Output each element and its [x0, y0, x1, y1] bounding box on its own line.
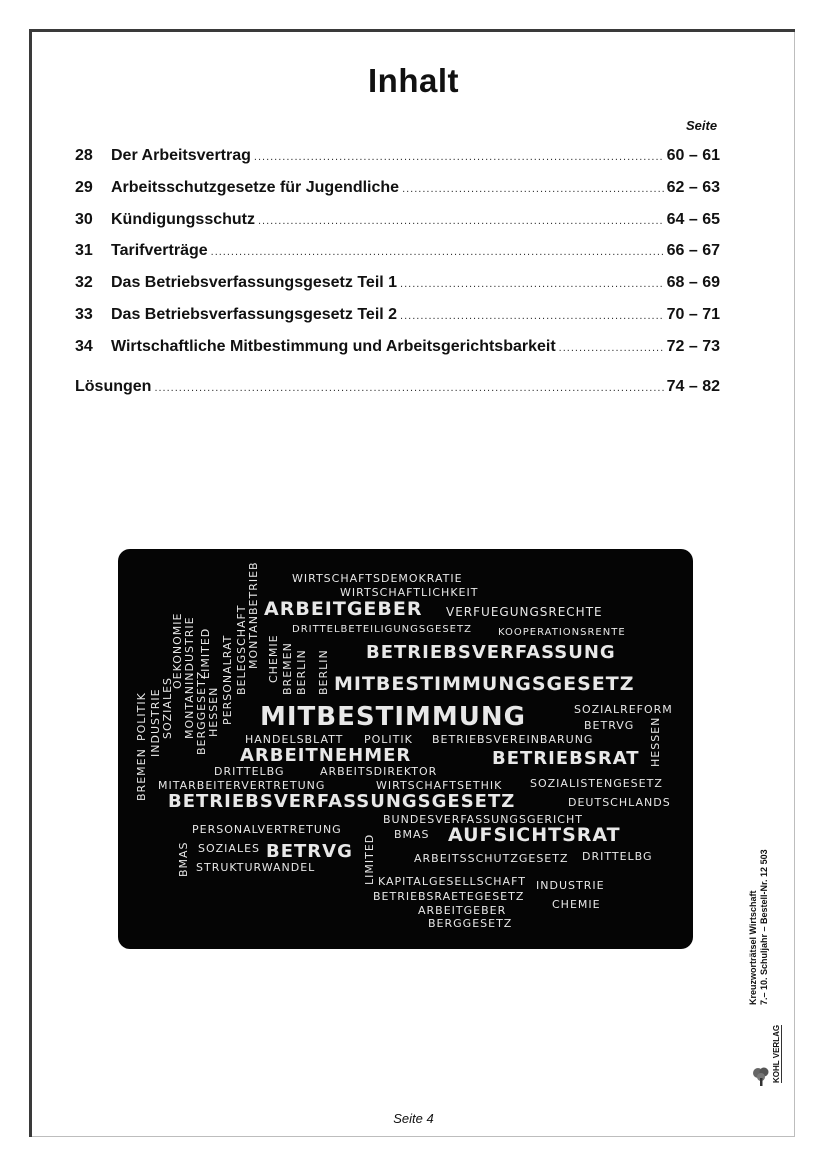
word-cloud-word: ARBEITSDIREKTOR [320, 765, 438, 778]
publisher-name: KOHL VERLAG [772, 1024, 781, 1083]
toc-number: 29 [75, 179, 93, 196]
word-cloud-word: HESSEN [207, 686, 220, 737]
toc-pages: 64 – 65 [666, 211, 720, 228]
word-cloud-word: BETRIEBSVEREINBARUNG [432, 733, 594, 746]
toc-pages: 70 – 71 [666, 306, 720, 323]
toc-title: Der Arbeitsvertrag [111, 147, 251, 164]
word-cloud-word: BERGGESETZ [428, 917, 513, 930]
page-frame-bottom [32, 1136, 795, 1137]
toc-pages: 62 – 63 [666, 179, 720, 196]
word-cloud-word: BERGGESETZ [195, 670, 208, 755]
word-cloud-word: MONTANINDUSTRIE [183, 616, 196, 739]
toc-pages: 68 – 69 [666, 274, 720, 291]
word-cloud-word: DEUTSCHLANDS [568, 796, 671, 809]
toc-number: 31 [75, 242, 93, 259]
product-order-number: 7.– 10. Schuljahr – Bestell-Nr. 12 503 [759, 849, 769, 1005]
word-cloud-word: BERLIN [295, 649, 308, 695]
word-cloud-word: ARBEITSSCHUTZGESETZ [414, 852, 569, 865]
toc-entry[interactable] [75, 306, 720, 328]
word-cloud-word: BREMEN [281, 642, 294, 695]
toc-title: Tarifverträge [111, 242, 208, 259]
page-column-header: Seite [686, 118, 718, 133]
toc-entry[interactable] [75, 179, 720, 201]
word-cloud-word: SOZIALISTENGESETZ [530, 777, 663, 790]
toc-number: 30 [75, 211, 93, 228]
toc-title: Kündigungsschutz [111, 211, 255, 228]
word-cloud-word: BETRIEBSVERFASSUNG [366, 642, 616, 663]
word-cloud-word: ARBEITNEHMER [240, 745, 412, 766]
toc-number: 34 [75, 338, 93, 355]
toc-leader-dots [559, 342, 664, 354]
word-cloud-word: WIRTSCHAFTSDEMOKRATIE [292, 572, 463, 585]
word-cloud-word: MONTANBETRIEB [247, 561, 260, 669]
word-cloud-word: MITBESTIMMUNGSGESETZ [334, 673, 635, 695]
publisher-logo-icon [752, 1066, 770, 1086]
word-cloud-word: MITBESTIMMUNG [260, 702, 526, 732]
toc-title: Das Betriebsverfassungsgesetz Teil 2 [111, 306, 398, 323]
word-cloud-word: PERSONALVERTRETUNG [192, 823, 342, 836]
toc-title: Das Betriebsverfassungsgesetz Teil 1 [111, 274, 398, 291]
page-frame-left [29, 29, 32, 1137]
toc-pages: 72 – 73 [666, 338, 720, 355]
toc-entry[interactable] [75, 211, 720, 233]
toc-number: 33 [75, 306, 93, 323]
word-cloud-word: KOOPERATIONSRENTE [498, 627, 626, 638]
toc-entry-solutions[interactable] [75, 378, 720, 400]
toc-leader-dots [400, 310, 664, 322]
page-frame-top [30, 29, 795, 32]
word-cloud-word: BETRVG [584, 719, 635, 732]
word-cloud-word: HANDELSBLATT [245, 733, 344, 746]
word-cloud-word: INDUSTRIE [149, 688, 162, 757]
word-cloud-word: BETRIEBSRAETEGESETZ [373, 890, 525, 903]
page-frame-right [794, 32, 795, 1137]
word-cloud-word: SOZIALES [161, 676, 174, 739]
word-cloud-word: LIMITED [199, 627, 212, 679]
toc-number: 32 [75, 274, 93, 291]
word-cloud-word: SOZIALES [198, 842, 261, 855]
toc-entry[interactable] [75, 242, 720, 264]
word-cloud-word: DRITTELBG [214, 765, 285, 778]
word-cloud-word: POLITIK [364, 733, 413, 746]
page-title: Inhalt [368, 62, 459, 99]
word-cloud-word: MITARBEITERVERTRETUNG [158, 779, 326, 792]
word-cloud-word: ARBEITGEBER [264, 598, 423, 620]
toc-leader-dots [402, 183, 664, 195]
word-cloud-word: BETRVG [266, 841, 353, 862]
word-cloud-word: INDUSTRIE [536, 879, 605, 892]
product-info [748, 849, 770, 1005]
word-cloud-word: DRITTELBETEILIGUNGSGESETZ [292, 624, 472, 635]
word-cloud-word: BETRIEBSRAT [492, 748, 640, 769]
toc-number: 28 [75, 147, 93, 164]
word-cloud-word: KAPITALGESELLSCHAFT [378, 875, 526, 888]
toc-leader-dots [254, 151, 664, 163]
toc-entry[interactable] [75, 274, 720, 296]
word-cloud-word: VERFUEGUNGSRECHTE [446, 605, 603, 619]
word-cloud-word: WIRTSCHAFTSETHIK [376, 779, 503, 792]
word-cloud-word: AUFSICHTSRAT [448, 824, 621, 846]
word-cloud-word: ARBEITGEBER [418, 904, 507, 917]
page-number: Seite 4 [393, 1111, 434, 1126]
word-cloud-word: DRITTELBG [582, 850, 653, 863]
word-cloud-word: BELEGSCHAFT [235, 604, 248, 695]
toc-pages: 74 – 82 [666, 378, 720, 395]
toc-title: Lösungen [75, 378, 152, 395]
word-cloud-word: BERLIN [317, 649, 330, 695]
product-title: Kreuzworträtsel Wirtschaft [748, 890, 758, 1005]
word-cloud-word: POLITIK [135, 692, 148, 741]
word-cloud-image [118, 549, 693, 949]
toc-entry[interactable] [75, 147, 720, 169]
toc-leader-dots [211, 246, 664, 258]
word-cloud-word: LIMITED [363, 833, 376, 885]
word-cloud-word: BREMEN [135, 748, 148, 801]
toc-title: Wirtschaftliche Mitbestimmung und Arbeitsgerichtsbarkeit [111, 338, 556, 355]
word-cloud-word: HESSEN [649, 716, 662, 767]
toc-pages: 66 – 67 [666, 242, 720, 259]
toc-leader-dots [154, 382, 663, 394]
word-cloud-word: STRUKTURWANDEL [196, 861, 316, 874]
toc-title: Arbeitsschutzgesetze für Jugendliche [111, 179, 400, 196]
toc-pages: 60 – 61 [666, 147, 720, 164]
toc-leader-dots [400, 278, 664, 290]
word-cloud-word: BMAS [394, 828, 430, 841]
word-cloud-word: WIRTSCHAFTLICHKEIT [340, 586, 479, 599]
word-cloud-word: CHEMIE [552, 898, 601, 911]
word-cloud-word: SOZIALREFORM [574, 703, 673, 716]
toc-entry[interactable] [75, 338, 720, 360]
word-cloud-word: BETRIEBSVERFASSUNGSGESETZ [168, 791, 516, 812]
word-cloud-word: CHEMIE [267, 634, 280, 683]
word-cloud-word: BUNDESVERFASSUNGSGERICHT [383, 813, 583, 826]
toc-leader-dots [258, 215, 664, 227]
word-cloud-word: PERSONALRAT [221, 634, 234, 725]
word-cloud-word: OEKONOMIE [171, 612, 184, 689]
word-cloud-word: BMAS [177, 841, 190, 877]
